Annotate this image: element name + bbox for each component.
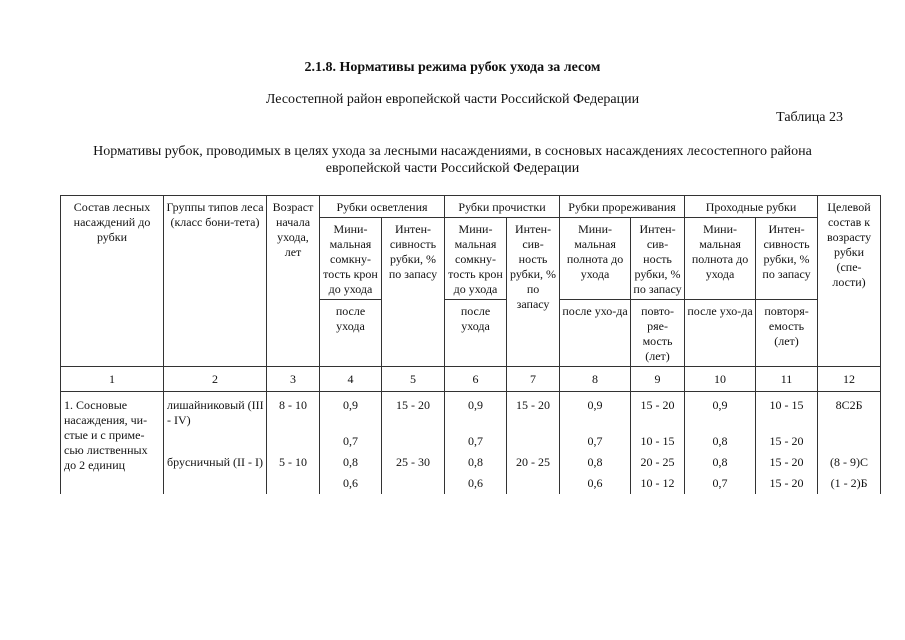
table-cell: 0,8 xyxy=(685,452,756,473)
column-number: 1 xyxy=(61,367,164,392)
table-cell: 0,8 xyxy=(445,452,507,473)
table-cell: лишайниковый (III - IV) xyxy=(164,392,267,432)
header-after-cutting: после ухо-да xyxy=(685,300,756,367)
header-min-density-before: Мини-мальная полнота до ухода xyxy=(560,218,631,300)
table-cell: 8 - 10 xyxy=(267,392,320,432)
column-number: 3 xyxy=(267,367,320,392)
header-intensity: Интен-сивность рубки, % по запасу xyxy=(756,218,818,300)
table-cell: 5 - 10 xyxy=(267,452,320,473)
table-cell: 8С2Б xyxy=(818,392,881,432)
table-cell: 25 - 30 xyxy=(382,452,445,473)
table-cell: 0,6 xyxy=(320,473,382,494)
header-repeatability: повторя-емость (лет) xyxy=(756,300,818,367)
table-cell: 0,9 xyxy=(320,392,382,432)
table-row xyxy=(61,431,881,452)
header-intensity: Интен-сивность рубки, % по запасу xyxy=(382,218,445,367)
section-title: 2.1.8. Нормативы режима рубок ухода за лесом xyxy=(304,60,601,75)
table-cell: 20 - 25 xyxy=(631,452,685,473)
table-cell: 0,8 xyxy=(685,431,756,452)
table-cell: 15 - 20 xyxy=(756,452,818,473)
header-repeatability: повто-ряе-мость (лет) xyxy=(631,300,685,367)
table-row xyxy=(61,452,881,473)
column-number-row xyxy=(61,367,881,392)
header-intensity: Интен-сив-ность рубки, % по запасу xyxy=(507,218,560,367)
table-cell xyxy=(164,473,267,494)
table-cell: 15 - 20 xyxy=(382,392,445,432)
header-thinning: Рубки прореживания xyxy=(560,196,685,218)
header-passing-cuttings: Проходные рубки xyxy=(685,196,818,218)
table-cell xyxy=(267,431,320,452)
table-cell: 10 - 15 xyxy=(631,431,685,452)
table-cell xyxy=(382,473,445,494)
table-cell: брусничный (II - I) xyxy=(164,452,267,473)
table-row xyxy=(61,473,881,494)
table-row xyxy=(61,392,881,432)
table-cell: 0,6 xyxy=(560,473,631,494)
table-cell xyxy=(818,431,881,452)
table-cell: (8 - 9)С xyxy=(818,452,881,473)
header-intensity: Интен-сив-ность рубки, % по запасу xyxy=(631,218,685,300)
table-cell xyxy=(507,473,560,494)
column-number: 2 xyxy=(164,367,267,392)
table-cell: 0,7 xyxy=(560,431,631,452)
table-cell xyxy=(164,431,267,452)
header-cleaning-cuttings: Рубки прочистки xyxy=(445,196,560,218)
table-cell: 0,9 xyxy=(445,392,507,432)
header-composition: Состав лесных насаждений до рубки xyxy=(61,196,164,367)
table-cell: 0,7 xyxy=(445,431,507,452)
norms-table xyxy=(60,195,881,494)
composition-cell: 1. Сосновые насаждения, чи-стые и с приме-сью лиственных до 2 единиц xyxy=(61,392,164,495)
table-cell: 15 - 20 xyxy=(631,392,685,432)
header-min-closure-before: Мини-мальная сомкну-тость крон до ухода xyxy=(445,218,507,300)
header-target-composition: Целевой состав к возрасту рубки (спе-лости) xyxy=(818,196,881,367)
table-caption xyxy=(0,143,905,177)
table-cell: 10 - 12 xyxy=(631,473,685,494)
table-cell: 0,8 xyxy=(560,452,631,473)
header-clearing-cuttings: Рубки осветления xyxy=(320,196,445,218)
column-number: 4 xyxy=(320,367,382,392)
header-start-age: Возраст начала ухода, лет xyxy=(267,196,320,367)
table-cell: 10 - 15 xyxy=(756,392,818,432)
table-cell xyxy=(267,473,320,494)
column-number: 8 xyxy=(560,367,631,392)
table-cell: 0,8 xyxy=(320,452,382,473)
header-after-cutting: после ухода xyxy=(320,300,382,367)
table-cell: 0,6 xyxy=(445,473,507,494)
header-after-cutting: после ухода xyxy=(445,300,507,367)
table-cell xyxy=(382,431,445,452)
table-cell: 15 - 20 xyxy=(507,392,560,432)
table-number: Таблица 23 xyxy=(776,110,843,125)
table-cell: 0,7 xyxy=(685,473,756,494)
caption-line-1: Нормативы рубок, проводимых в целях ухода за лесными насаждениями, в сосновых насаждениях лесостепного района xyxy=(93,144,812,159)
table-cell xyxy=(507,431,560,452)
header-forest-type-groups: Группы типов леса (класс бони-тета) xyxy=(164,196,267,367)
table-cell: 20 - 25 xyxy=(507,452,560,473)
header-min-closure-before: Мини-мальная сомкну-тость крон до ухода xyxy=(320,218,382,300)
caption-line-2: европейской части Российской Федерации xyxy=(325,161,580,176)
region-subtitle: Лесостепной район европейской части Российской Федерации xyxy=(265,92,640,107)
table-cell: (1 - 2)Б xyxy=(818,473,881,494)
column-number: 6 xyxy=(445,367,507,392)
table-cell: 0,7 xyxy=(320,431,382,452)
column-number: 10 xyxy=(685,367,756,392)
column-number: 7 xyxy=(507,367,560,392)
table-cell: 15 - 20 xyxy=(756,473,818,494)
column-number: 12 xyxy=(818,367,881,392)
column-number: 9 xyxy=(631,367,685,392)
column-number: 11 xyxy=(756,367,818,392)
header-min-density-before: Мини-мальная полнота до ухода xyxy=(685,218,756,300)
table-cell: 15 - 20 xyxy=(756,431,818,452)
table-cell: 0,9 xyxy=(560,392,631,432)
table-cell: 0,9 xyxy=(685,392,756,432)
column-number: 5 xyxy=(382,367,445,392)
header-after-cutting: после ухо-да xyxy=(560,300,631,367)
